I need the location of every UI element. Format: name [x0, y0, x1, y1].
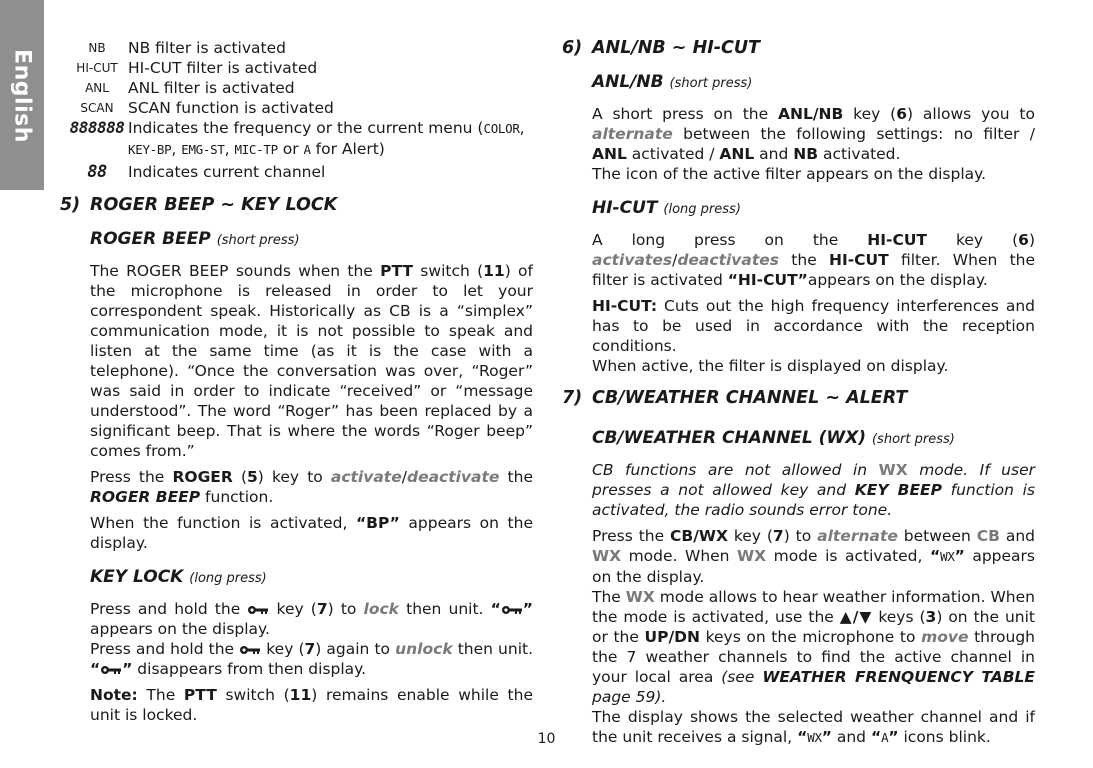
anl-nb-heading: ANL/NB (short press) [592, 72, 753, 92]
nb-icon: NB [88, 41, 106, 55]
icon-desc: ANL filter is activated [128, 79, 295, 97]
right-column [562, 38, 1035, 748]
note-paragraph: Note: The PTT switch (11) remains enable while the unit is locked. [90, 686, 533, 724]
key-lock-heading: KEY LOCK (long press) [90, 567, 267, 587]
cb-warning-paragraph: CB functions are not allowed in WX mode. If user presses a not allowed key and KEY BEEP function is activated, the radio sounds error tone. [592, 461, 1035, 519]
key-icon [239, 645, 261, 655]
key-icon [501, 605, 523, 615]
section-6-heading: 6) ANL/NB ~ HI-CUT [562, 38, 760, 58]
hi-cut-heading: HI-CUT (long press) [592, 198, 741, 218]
bp-paragraph: When the function is activated, “BP” appears on the display. [90, 514, 533, 552]
key-icon [100, 665, 122, 675]
wx-segment-icon: WX [940, 549, 955, 564]
hi-cut-icon: HI-CUT [76, 61, 118, 75]
icon-row-nb [66, 38, 533, 58]
frequency-display-icon [66, 118, 128, 139]
icon-desc: NB filter is activated [128, 39, 286, 57]
left-column [60, 38, 533, 725]
hi-cut-paragraph: A long press on the HI-CUT key (6) activates/deactivates the HI-CUT filter. When the filter is activated “HI-CUT”appears on the display. [592, 231, 1036, 289]
roger-beep-heading: ROGER BEEP (short press) [90, 229, 300, 249]
up-down-arrows-icon: ▲/▼ [839, 608, 873, 626]
roger-beep-paragraph: The ROGER BEEP sounds when the PTT switch (11) of the microphone is released in order to let your correspondent speak. Historically as CB is a “simplex” communication mode, it is not possible to speak and listen at the same time (as it is the case with a telephone). “Once the conversation was over, “Roger” was said in order to indicate “received” or “message understood”. The word “Roger” has been replaced by a significant beep. That is where the words “Roger beep” comes from.” [90, 262, 534, 460]
language-tab-label: English [9, 49, 35, 143]
icon-desc: Indicates the frequency or the current menu (COLOR, KEY-BP, EMG-ST, MIC-TP or A for Alert) [128, 119, 525, 158]
icon-row-hicut [66, 58, 533, 78]
hi-cut-description: HI-CUT: Cuts out the high frequency interferences and has to be used in accordance with the reception conditions. When active, the filter is displayed on display. [592, 297, 1035, 375]
alert-segment-icon: A [881, 730, 889, 745]
icon-legend [66, 38, 533, 183]
icon-row-anl [66, 78, 533, 98]
section-7-heading: 7) CB/WEATHER CHANNEL ~ ALERT [562, 388, 908, 408]
page-number: 10 [537, 731, 556, 747]
scan-icon: SCAN [80, 101, 114, 115]
section-5-body [90, 229, 533, 725]
key-icon [247, 605, 269, 615]
anl-nb-paragraph: A short press on the ANL/NB key (6) allows you to alternate between the following settings: no filter / ANL activated / ANL and NB activated. The icon of the active filter appears on the display. [592, 105, 1035, 183]
section-5-heading: 5) ROGER BEEP ~ KEY LOCK [60, 195, 338, 215]
language-tab [0, 0, 44, 190]
segment-glyph: 88 [87, 162, 107, 182]
icon-desc: HI-CUT filter is activated [128, 59, 318, 77]
wx-segment-icon: WX [807, 730, 822, 745]
icon-desc: SCAN function is activated [128, 99, 334, 117]
cb-weather-heading: CB/WEATHER CHANNEL (WX) (short press) [592, 428, 955, 448]
icon-row-channel [66, 162, 533, 183]
section-7-body [592, 428, 1035, 748]
anl-icon: ANL [85, 81, 109, 95]
icon-row-scan [66, 98, 533, 118]
icon-desc: Indicates current channel [128, 163, 326, 181]
cb-wx-paragraph: Press the CB/WX key (7) to alternate between CB and WX mode. When WX mode is activated, “WX” appears on the display. The WX mode allows to hear weather information. When the mode is activated, use the ▲/▼ keys (3) on the unit or the UP/DN keys on the microphone to move through the 7 weather channels to find the active channel in your local area (see WEATHER FRENQUENCY TABLE page 59). The display shows the selected weather channel and if the unit receives a signal, “WX” and “A” icons blink. [592, 527, 1035, 746]
key-lock-paragraph: Press and hold the key (7) to lock then unit. “ ” appears on the display. Press and hold the key (7) again to unlock then unit. “ ” disappears from then display. [90, 600, 534, 678]
channel-display-icon [66, 162, 128, 183]
segment-glyph: 888888 [69, 118, 125, 137]
icon-row-frequency [66, 118, 533, 160]
roger-key-paragraph: Press the ROGER (5) key to activate/deactivate the ROGER BEEP function. [90, 468, 533, 506]
section-6-body [592, 72, 1035, 376]
